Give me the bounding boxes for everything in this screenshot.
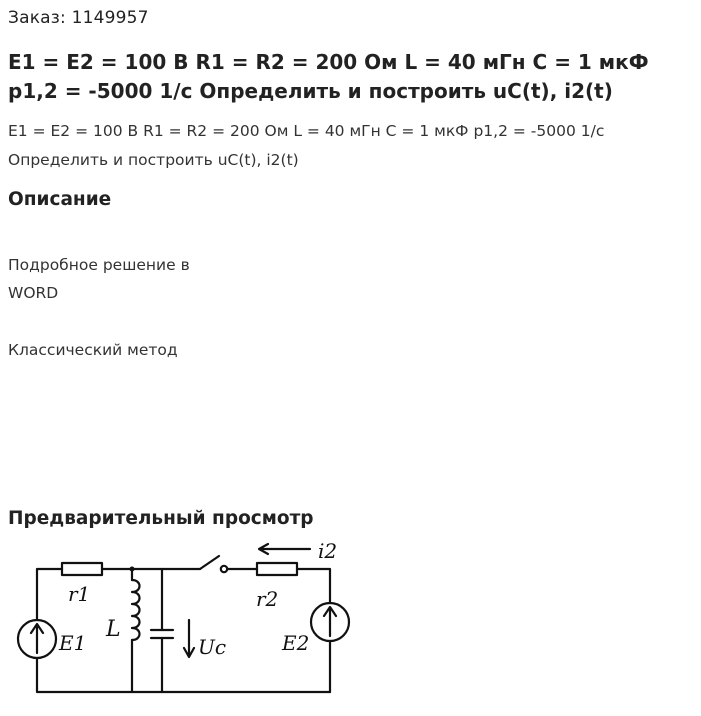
preview-heading: Предварительный просмотр — [8, 508, 314, 529]
label-r2: r2 — [256, 587, 279, 611]
description-heading: Описание — [8, 189, 112, 210]
task-title: E1 = E2 = 100 В R1 = R2 = 200 Ом L = 40 мГн C = 1 мкФ p1,2 = -5000 1/с Определить и построить uC(t), i2(t) — [8, 50, 649, 103]
description-line-3: Классический метод — [8, 341, 178, 359]
description-line-2: WORD — [8, 284, 59, 302]
junction-dot — [130, 567, 135, 572]
label-r1: r1 — [68, 582, 91, 606]
source-e1-arrow — [31, 624, 43, 653]
left-branch-wire — [37, 569, 62, 620]
resistor-r1 — [62, 563, 102, 575]
switch-blade — [200, 556, 219, 569]
label-uc: Uc — [198, 635, 227, 659]
right-wire-top — [297, 569, 330, 603]
switch-contact — [221, 566, 227, 572]
resistor-r2 — [257, 563, 297, 575]
current-i2-arrow — [259, 544, 310, 554]
left-wire-bottom — [37, 658, 330, 692]
label-e2: E2 — [282, 631, 310, 655]
order-number: Заказ: 1149957 — [8, 8, 149, 28]
circuit-diagram — [10, 538, 360, 703]
label-e1: E1 — [59, 631, 87, 655]
task-text: E1 = E2 = 100 В R1 = R2 = 200 Ом L = 40 мГн C = 1 мкФ p1,2 = -5000 1/с Определить и построить uC(t), i2(t) — [8, 122, 605, 169]
description-line-1: Подробное решение в — [8, 256, 190, 274]
inductor-coil — [132, 580, 140, 640]
label-l: L — [106, 617, 121, 642]
voltage-uc-arrow — [184, 620, 194, 657]
label-i2: i2 — [318, 539, 338, 563]
source-e2-arrow — [324, 607, 336, 636]
